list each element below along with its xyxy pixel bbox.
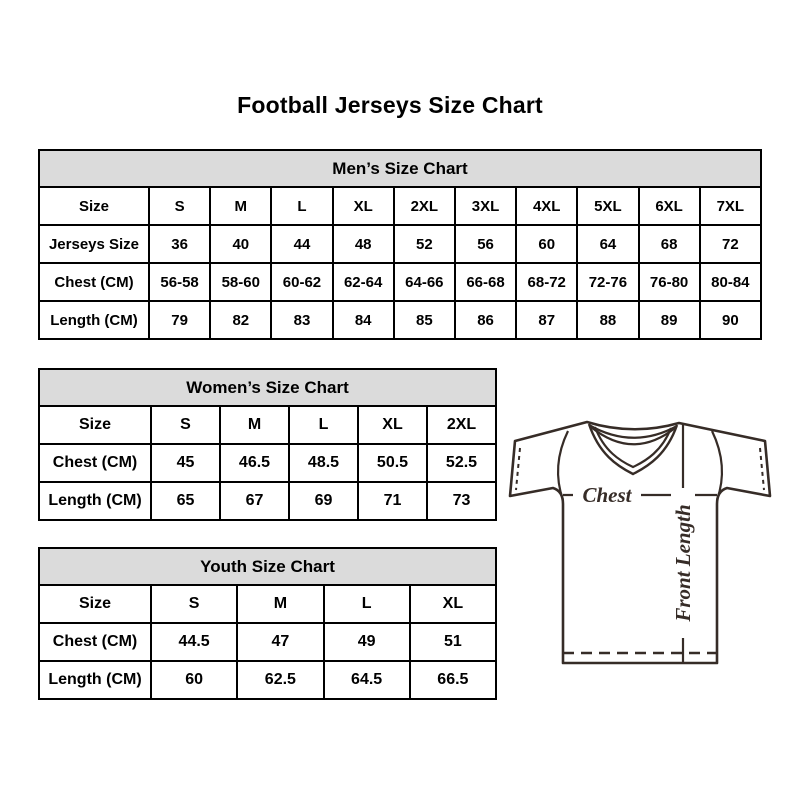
table-row — [39, 444, 496, 482]
value-cell: 56-58 — [149, 263, 210, 301]
value-cell: 44.5 — [151, 623, 237, 661]
value-cell: S — [149, 187, 210, 225]
value-cell: 79 — [149, 301, 210, 339]
table-title-row — [39, 150, 761, 187]
value-cell: 62.5 — [237, 661, 323, 699]
table-title-row — [39, 548, 496, 585]
value-cell: 80-84 — [700, 263, 761, 301]
value-cell: 82 — [210, 301, 271, 339]
row-header-cell: Length (CM) — [39, 482, 151, 520]
value-cell: 49 — [324, 623, 410, 661]
value-cell: 72 — [700, 225, 761, 263]
row-header-cell: Size — [39, 406, 151, 444]
value-cell: 52 — [394, 225, 455, 263]
row-header-cell: Length (CM) — [39, 661, 151, 699]
value-cell: 73 — [427, 482, 496, 520]
value-cell: 84 — [333, 301, 394, 339]
value-cell: L — [289, 406, 358, 444]
value-cell: 64 — [577, 225, 638, 263]
mens-size-chart-table — [38, 149, 762, 340]
value-cell: 60 — [151, 661, 237, 699]
jersey-measurement-diagram — [505, 408, 775, 670]
value-cell: 62-64 — [333, 263, 394, 301]
value-cell: 86 — [455, 301, 516, 339]
value-cell: 66-68 — [455, 263, 516, 301]
value-cell: 44 — [271, 225, 332, 263]
value-cell: 83 — [271, 301, 332, 339]
value-cell: 47 — [237, 623, 323, 661]
row-header-cell: Chest (CM) — [39, 263, 149, 301]
value-cell: 48 — [333, 225, 394, 263]
size-table — [38, 368, 497, 521]
value-cell: 88 — [577, 301, 638, 339]
value-cell: 7XL — [700, 187, 761, 225]
value-cell: 2XL — [394, 187, 455, 225]
page-title: Football Jerseys Size Chart — [237, 92, 543, 118]
value-cell: XL — [358, 406, 427, 444]
value-cell: 50.5 — [358, 444, 427, 482]
jersey-diagram-icon — [505, 408, 775, 670]
row-header-cell: Size — [39, 187, 149, 225]
value-cell: 68 — [639, 225, 700, 263]
table-title-row — [39, 369, 496, 406]
value-cell: 36 — [149, 225, 210, 263]
value-cell: 76-80 — [639, 263, 700, 301]
table-row — [39, 263, 761, 301]
table-row — [39, 585, 496, 623]
value-cell: 64-66 — [394, 263, 455, 301]
value-cell: XL — [410, 585, 496, 623]
value-cell: M — [220, 406, 289, 444]
value-cell: 48.5 — [289, 444, 358, 482]
youth-size-chart-table — [38, 547, 497, 700]
value-cell: L — [271, 187, 332, 225]
value-cell: 58-60 — [210, 263, 271, 301]
row-header-cell: Chest (CM) — [39, 623, 151, 661]
value-cell: 85 — [394, 301, 455, 339]
value-cell: 4XL — [516, 187, 577, 225]
value-cell: 66.5 — [410, 661, 496, 699]
value-cell: 3XL — [455, 187, 516, 225]
row-header-cell: Length (CM) — [39, 301, 149, 339]
value-cell: 68-72 — [516, 263, 577, 301]
value-cell: 90 — [700, 301, 761, 339]
table-row — [39, 187, 761, 225]
value-cell: 52.5 — [427, 444, 496, 482]
value-cell: 2XL — [427, 406, 496, 444]
table-row — [39, 623, 496, 661]
table-title: Women’s Size Chart — [39, 369, 496, 406]
value-cell: 69 — [289, 482, 358, 520]
value-cell: 64.5 — [324, 661, 410, 699]
value-cell: 40 — [210, 225, 271, 263]
table-row — [39, 406, 496, 444]
table-row — [39, 225, 761, 263]
value-cell: 87 — [516, 301, 577, 339]
value-cell: 65 — [151, 482, 220, 520]
value-cell: 89 — [639, 301, 700, 339]
value-cell: 46.5 — [220, 444, 289, 482]
value-cell: 45 — [151, 444, 220, 482]
table-row — [39, 661, 496, 699]
chest-label: Chest — [582, 483, 632, 507]
value-cell: 6XL — [639, 187, 700, 225]
value-cell: 67 — [220, 482, 289, 520]
value-cell: M — [210, 187, 271, 225]
value-cell: 51 — [410, 623, 496, 661]
size-table — [38, 547, 497, 700]
value-cell: 71 — [358, 482, 427, 520]
value-cell: L — [324, 585, 410, 623]
value-cell: 56 — [455, 225, 516, 263]
value-cell: 5XL — [577, 187, 638, 225]
value-cell: S — [151, 585, 237, 623]
jersey-outline — [510, 422, 770, 663]
value-cell: S — [151, 406, 220, 444]
value-cell: 60-62 — [271, 263, 332, 301]
size-table — [38, 149, 762, 340]
table-title: Men’s Size Chart — [39, 150, 761, 187]
front-length-label: Front Length — [671, 504, 695, 622]
table-title: Youth Size Chart — [39, 548, 496, 585]
value-cell: 60 — [516, 225, 577, 263]
row-header-cell: Size — [39, 585, 151, 623]
value-cell: 72-76 — [577, 263, 638, 301]
row-header-cell: Chest (CM) — [39, 444, 151, 482]
row-header-cell: Jerseys Size — [39, 225, 149, 263]
womens-size-chart-table — [38, 368, 497, 521]
table-row — [39, 301, 761, 339]
table-row — [39, 482, 496, 520]
value-cell: XL — [333, 187, 394, 225]
value-cell: M — [237, 585, 323, 623]
